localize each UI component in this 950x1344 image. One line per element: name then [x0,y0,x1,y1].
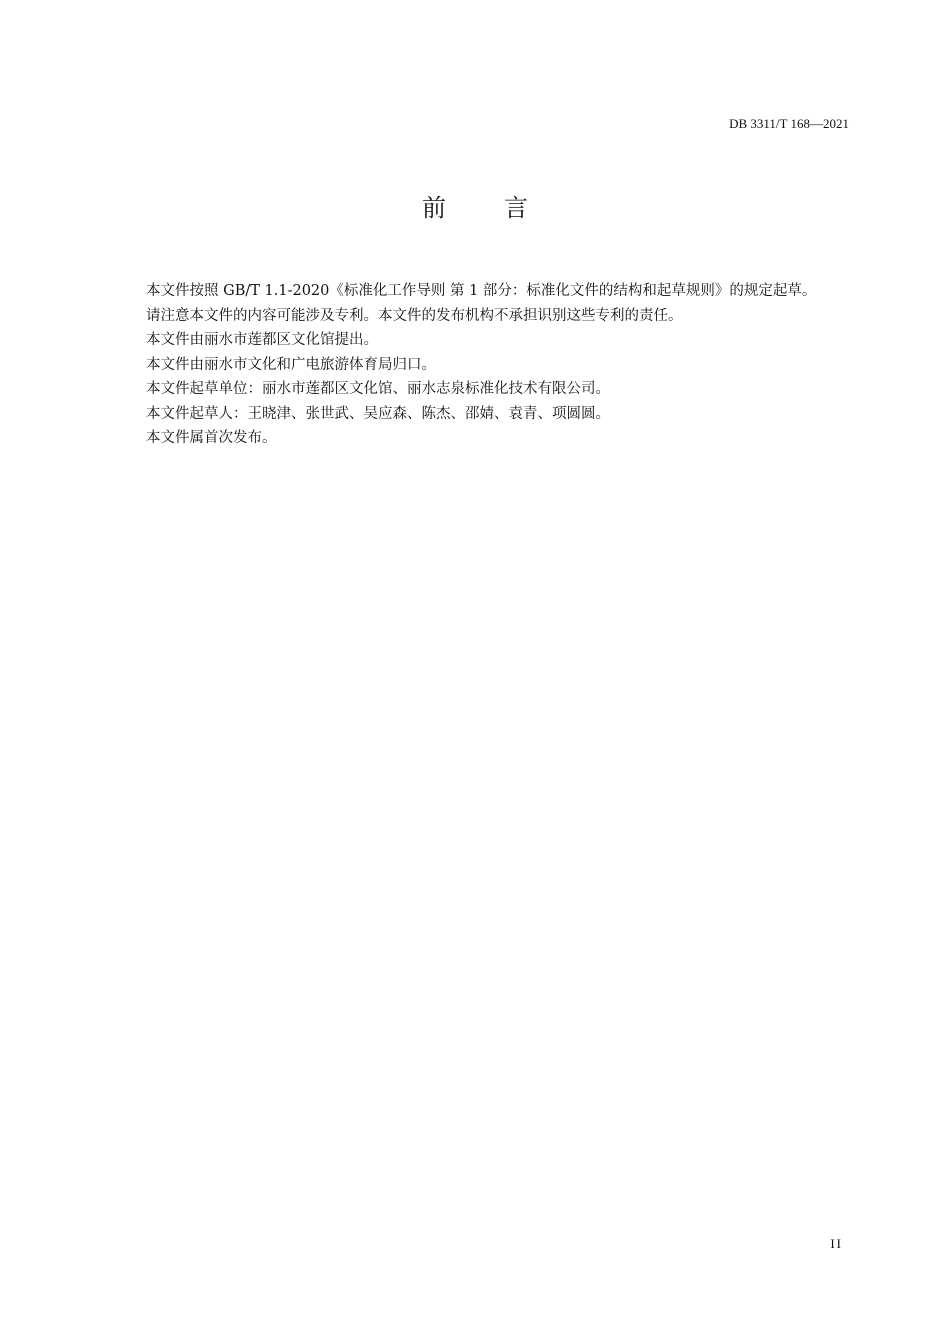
paragraph-patent-notice: 请注意本文件的内容可能涉及专利。本文件的发布机构不承担识别这些专利的责任。 [146,307,683,324]
foreword-body [113,279,863,451]
paragraph-drafters: 本文件起草人：王晓津、张世武、吴应森、陈杰、邵婧、袁青、项圆圆。 [146,405,610,422]
page-number: II [830,1236,843,1251]
page-title: 前言 [422,194,586,222]
document-code: DB 3311/T 168—2021 [729,116,849,131]
paragraph-standard-basis: 本文件按照 GB/T 1.1-2020《标准化工作导则 第 1 部分：标准化文件的结构和起草规则》的规定起草。 [146,283,817,299]
paragraph-proposer: 本文件由丽水市莲都区文化馆提出。 [146,332,378,348]
paragraph-drafting-units: 本文件起草单位：丽水市莲都区文化馆、丽水志泉标准化技术有限公司。 [146,381,610,397]
paragraph-administrator: 本文件由丽水市文化和广电旅游体育局归口。 [146,356,436,373]
paragraph-first-release: 本文件属首次发布。 [146,430,277,446]
